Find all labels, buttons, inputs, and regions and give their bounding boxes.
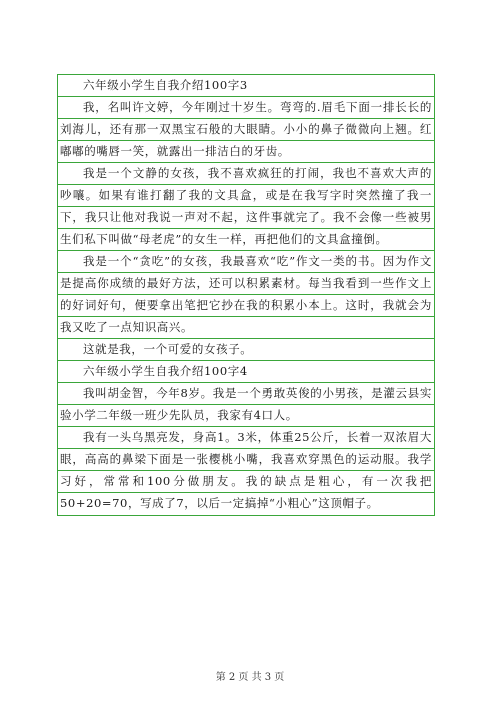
paragraph-2-1: 我叫胡金智，今年8岁。我是一个勇敢英俊的小男孩，是灌云县实验小学二年级一班少先队员，我家有4口人。 — [60, 386, 432, 422]
paragraph-1-4: 这就是我，一个可爱的女孩子。 — [83, 342, 253, 356]
section-heading-2: 六年级小学生自我介绍100字4 — [83, 364, 248, 378]
paragraph-1-3: 我是一个“贪吃”的女孩，我最喜欢“吃”作文一类的书。因为作文是提高你成绩的最好方法，还可以积累素材。每当我看到一些作文上的好词好句，便要拿出笔把它抄在我的积累小本上。这时，我就会为我又吃了一点知识高兴。 — [60, 254, 432, 334]
paragraph-2-2: 我有一头乌黑亮发，身高1。3米，体重25公斤，长着一双浓眉大眼，高高的鼻梁下面是一张樱桃小嘴，我喜欢穿黑色的运动服。我学习好，常常和100分做朋友。我的缺点是粗心，有一次我把50+20=70，写成了7，以后一定搞掉“小粗心”这顶帽子。 — [60, 430, 432, 510]
paragraph-1-2: 我是一个文静的女孩，我不喜欢疯狂的打闹，我也不喜欢大声的吵嚷。如果有谁打翻了我的文具盒，或是在我写字时突然撞了我一下，我只让他对我说一声对不起，这件事就完了。我不会像一些被男生们私下叫做“母老虎”的女生一样，再把他们的文具盒撞倒。 — [60, 166, 432, 246]
page-footer: 第 2 页 共 3 页 — [215, 672, 285, 683]
paragraph-1-1: 我，名叫许文婷，今年刚过十岁生。弯弯的.眉毛下面一排长长的刘海儿，还有那一双黑宝石般的大眼睛。小小的鼻子微微向上翘。红嘟嘟的嘴唇一笑，就露出一排洁白的牙齿。 — [60, 100, 432, 158]
section-heading-1: 六年级小学生自我介绍100字3 — [83, 78, 248, 92]
document-body — [60, 74, 432, 514]
